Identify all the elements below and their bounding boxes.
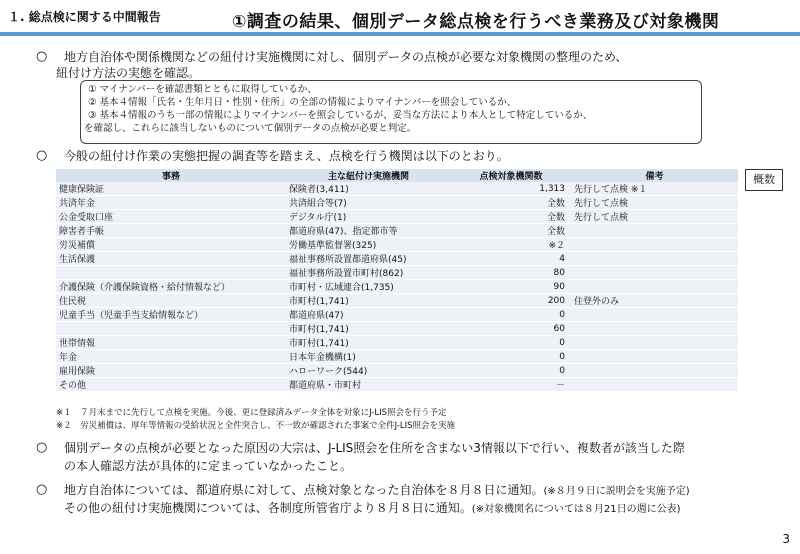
criteria-2: ② 基本４情報「氏名・生年月日・性別・住所」の全部の情報によりマイナンバーを照会しているか、: [88, 97, 517, 108]
table-row: [56, 280, 738, 294]
cell-note: 住登外のみ: [571, 294, 738, 308]
cell-org: 労働基準監督署(325): [286, 238, 451, 252]
approx-label: 概数: [745, 169, 783, 191]
cell-count: 90: [451, 280, 571, 294]
table-row: [56, 308, 738, 322]
col-header-count: 点検対象機関数: [451, 169, 571, 182]
cell-note: [571, 322, 738, 336]
cell-note: [571, 238, 738, 252]
cell-org: 市町村(1,741): [286, 322, 451, 336]
cell-count: 4: [451, 252, 571, 266]
cell-count: 全数: [451, 224, 571, 238]
cell-note: [571, 252, 738, 266]
cell-task: [56, 322, 286, 336]
footnote-1: ※１ ７月末までに先行して点検を実施。今後、更に登録済みデータ全体を対象にJ-LIS照会を行う予定: [56, 408, 447, 418]
page-number: 3: [782, 532, 790, 546]
cell-count: 全数: [451, 210, 571, 224]
table-row: [56, 252, 738, 266]
cell-note: [571, 378, 738, 392]
cell-count: 0: [451, 308, 571, 322]
cell-note: [571, 336, 738, 350]
cell-task: 公金受取口座: [56, 210, 286, 224]
cell-org: 福祉事務所設置市町村(862): [286, 266, 451, 280]
table-row: [56, 294, 738, 308]
table-row: [56, 210, 738, 224]
para4-line2-text: その他の紐付け実施機関については、各制度所管省庁より８月８日に通知。: [64, 501, 472, 515]
col-header-task: 事務: [56, 169, 286, 182]
col-header-note: 備考: [571, 169, 738, 182]
cell-note: 先行して点検 ※１: [571, 182, 738, 196]
cell-count: 1,313: [451, 182, 571, 196]
cell-task: 障害者手帳: [56, 224, 286, 238]
table-row: [56, 238, 738, 252]
cell-task: 雇用保険: [56, 364, 286, 378]
cell-count: 60: [451, 322, 571, 336]
table-row: [56, 364, 738, 378]
bullet-2: ○: [36, 148, 48, 163]
col-header-org: 主な紐付け実施機関: [286, 169, 451, 182]
cell-note: [571, 308, 738, 322]
cell-note: [571, 280, 738, 294]
cell-note: [571, 364, 738, 378]
bullet-4: ○: [36, 482, 48, 497]
cell-org: 保険者(3,411): [286, 182, 451, 196]
para3-line1: 個別データの点検が必要となった原因の大宗は、J-LIS照会を住所を含まない3情報以下で行い、複数者が該当した際: [64, 441, 685, 455]
cell-org: 都道府県(47)、指定都市等: [286, 224, 451, 238]
cell-task: 共済年金: [56, 196, 286, 210]
cell-count: 0: [451, 364, 571, 378]
title-divider: [0, 32, 800, 36]
page-title: ①調査の結果、個別データ総点検を行うべき業務及び対象機関: [232, 12, 720, 32]
cell-task: 健康保険証: [56, 182, 286, 196]
cell-count: －: [451, 378, 571, 392]
table-row: [56, 224, 738, 238]
cell-task: 世帯情報: [56, 336, 286, 350]
target-agencies-table: [56, 169, 738, 392]
para4-line1-text: 地方自治体については、都道府県に対して、点検対象となった自治体を８月８日に通知。: [64, 483, 544, 497]
table-row: [56, 196, 738, 210]
cell-task: 労災補償: [56, 238, 286, 252]
criteria-1: ① マイナンバーを確認書類とともに取得しているか、: [88, 84, 317, 95]
cell-task: その他: [56, 378, 286, 392]
cell-task: 年金: [56, 350, 286, 364]
bullet-1: ○: [36, 49, 48, 64]
cell-count: 80: [451, 266, 571, 280]
cell-org: 共済組合等(7): [286, 196, 451, 210]
cell-task: [56, 266, 286, 280]
bullet-3: ○: [36, 440, 48, 455]
cell-org: 都道府県・市町村: [286, 378, 451, 392]
cell-count: 0: [451, 350, 571, 364]
para3-line2: の本人確認方法が具体的に定まっていなかったこと。: [64, 459, 353, 473]
cell-task: 児童手当（児童手当支給情報など）: [56, 308, 286, 322]
para4-line1-note: (※８月９日に説明会を実施予定): [543, 486, 690, 497]
cell-org: 市町村(1,741): [286, 294, 451, 308]
criteria-conclusion: を確認し、これらに該当しないものについて個別データの点検が必要と判定。: [84, 123, 417, 134]
para4-line2-note: (※対象機関名については８月21日の週に公表): [471, 504, 681, 515]
para1-line2: 紐付け方法の実態を確認。: [56, 66, 201, 80]
table-header-row: [56, 169, 738, 182]
cell-task: 住民税: [56, 294, 286, 308]
table-row: [56, 322, 738, 336]
cell-count: ※２: [451, 238, 571, 252]
criteria-3: ③ 基本４情報のうち一部の情報によりマイナンバーを照会しているが、妥当な方法により本人として特定しているか、: [88, 110, 593, 121]
cell-org: 都道府県(47): [286, 308, 451, 322]
table-row: [56, 182, 738, 196]
table-row: [56, 378, 738, 392]
table-row: [56, 336, 738, 350]
table-row: [56, 350, 738, 364]
cell-org: ハローワーク(544): [286, 364, 451, 378]
section-label: １. 総点検に関する中間報告: [8, 10, 161, 24]
para2: 今般の紐付け作業の実態把握の調査等を踏まえ、点検を行う機関は以下のとおり。: [64, 149, 509, 163]
cell-org: デジタル庁(1): [286, 210, 451, 224]
para4-line2: [64, 500, 680, 518]
para1-line1: 地方自治体や関係機関などの紐付け実施機関に対し、個別データの点検が必要な対象機関の整理のため、: [64, 50, 628, 64]
cell-count: 全数: [451, 196, 571, 210]
footnote-2: ※２ 労災補償は、厚年等情報の受給状況と全件突合し、不一致が確認された事案で全件J-LIS照会を実施: [56, 421, 456, 431]
cell-org: 市町村・広域連合(1,735): [286, 280, 451, 294]
cell-task: 介護保険（介護保険資格・給付情報など）: [56, 280, 286, 294]
cell-count: 0: [451, 336, 571, 350]
cell-org: 市町村(1,741): [286, 336, 451, 350]
cell-note: [571, 266, 738, 280]
table-row: [56, 266, 738, 280]
para4-line1: [64, 482, 690, 500]
cell-note: [571, 224, 738, 238]
cell-task: 生活保護: [56, 252, 286, 266]
cell-count: 200: [451, 294, 571, 308]
cell-note: 先行して点検: [571, 196, 738, 210]
cell-org: 福祉事務所設置都道府県(45): [286, 252, 451, 266]
cell-org: 日本年金機構(1): [286, 350, 451, 364]
cell-note: [571, 350, 738, 364]
cell-note: 先行して点検: [571, 210, 738, 224]
